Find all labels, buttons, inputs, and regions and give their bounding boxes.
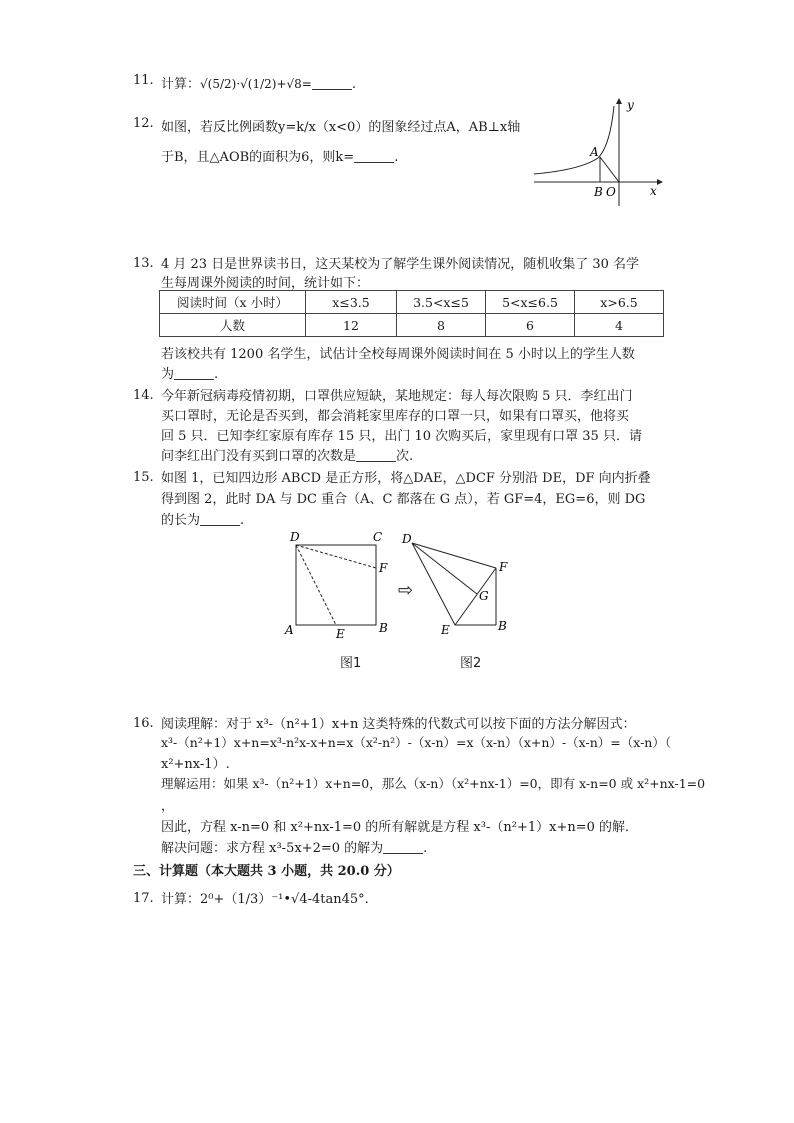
q11-expr: √(5/2)·√(1/2)+√8=	[200, 77, 312, 91]
q15-line1: 如图 1，已知四边形 ABCD 是正方形，将△DAE，△DCF 分别沿 DE，DF 向内折叠	[161, 471, 651, 486]
table-row	[160, 314, 664, 337]
q16-line3: x²+nx-1）.	[161, 757, 230, 772]
q12-graph	[530, 96, 670, 211]
fig1-label-B: B	[379, 621, 388, 635]
q13-line4	[161, 363, 218, 382]
fig1-label-F: F	[379, 561, 388, 575]
q16-line1: 阅读理解：对于 x³-（n²+1）x+n 这类特殊的代数式可以按下面的方法分解因式：	[161, 717, 636, 732]
table-cell: 8	[397, 314, 486, 337]
q11-number: 11.	[133, 73, 154, 88]
q12-blank	[354, 150, 394, 163]
q17-expr: 2⁰+（1/3）⁻¹•√4-4tan45°.	[200, 892, 369, 907]
q16-line4: 理解运用：如果 x³-（n²+1）x+n=0，那么（x-n）（x²+nx-1）=0，即有 x-n=0 或 x²+nx-1=0	[161, 776, 706, 791]
fold-line-DF	[296, 545, 376, 568]
fig2-label-G: G	[479, 589, 489, 603]
q15-blank	[200, 513, 240, 526]
table-cell: 6	[486, 314, 575, 337]
segment-AO	[600, 157, 619, 182]
fig2-label-B: B	[498, 619, 507, 633]
q14-number: 14.	[133, 388, 154, 403]
fig2-label-E: E	[441, 623, 450, 637]
fig1-label-A: A	[285, 623, 294, 637]
q16-line6: 因此，方程 x-n=0 和 x²+nx-1=0 的所有解就是方程 x³-（n²+1）x+n=0 的解．	[161, 820, 639, 835]
q13-line3: 若该校共有 1200 名学生，试估计全校每周课外阅读时间在 5 小时以上的学生人数	[161, 347, 635, 362]
q14-line1: 今年新冠病毒疫情初期，口罩供应短缺，某地规定：每人每次限购 5 只．李红出门	[161, 389, 633, 404]
side-DE	[412, 543, 455, 625]
table-cell: 人数	[160, 314, 306, 337]
q15-line2: 得到图 2，此时 DA 与 DC 重合（A、C 都落在 G 点），若 GF=4，EG=6，则 DG	[161, 492, 646, 507]
q11-end: .	[351, 77, 357, 92]
q15-figure-2	[398, 528, 513, 638]
q15-figure-1	[282, 528, 402, 638]
q14-line2: 买口罩时，无论是否买到，都会消耗家里库存的口罩一只，如果有口罩买，他将买	[161, 409, 630, 424]
fold-line-DE	[296, 545, 336, 625]
q13-line2: 生每周课外阅读的时间，统计如下：	[161, 276, 370, 291]
q15-line3-text: 的长为	[161, 513, 201, 528]
label-x: x	[650, 184, 657, 198]
q16-blank	[383, 841, 423, 854]
q14-blank	[356, 449, 396, 462]
q12-number: 12.	[133, 116, 154, 131]
q17-text	[161, 888, 369, 907]
q13-line1: 4 月 23 日是世界读书日，这天某校为了解学生课外阅读情况，随机收集了 30 名学	[161, 257, 640, 272]
label-A: A	[590, 145, 599, 159]
q13-end: .	[214, 367, 219, 382]
table-header-cell: x≤3.5	[306, 291, 397, 314]
caption-figure-1: 图1	[340, 656, 362, 671]
q14-line3: 回 5 只．已知李红家原有库存 15 只，出门 10 次购买后，家里现有口罩 35 只．请	[161, 429, 642, 444]
table-cell: 12	[306, 314, 397, 337]
table-header-cell: 阅读时间（x 小时）	[160, 291, 306, 314]
q16-line5: ，	[161, 799, 175, 814]
side-EF	[455, 568, 496, 625]
q12-line2	[161, 146, 398, 165]
y-axis-arrow	[616, 98, 622, 104]
fold-arrow: ⇨	[398, 580, 414, 601]
side-DF	[412, 543, 496, 568]
hyperbola-curve	[534, 106, 614, 174]
q12-end: .	[394, 150, 399, 165]
q14-line4	[161, 445, 413, 464]
q15-end: .	[240, 513, 245, 528]
reading-time-table	[159, 290, 664, 337]
label-y: y	[627, 98, 634, 112]
q11-blank	[312, 77, 352, 90]
q12-line2-text: 于B，且△AOB的面积为6，则k=	[161, 150, 355, 165]
caption-figure-2: 图2	[460, 656, 482, 671]
fig1-label-D: D	[290, 530, 300, 544]
label-B: B	[594, 185, 603, 199]
x-axis-arrow	[657, 179, 663, 185]
q13-blank	[174, 367, 214, 380]
q16-line7	[161, 837, 427, 856]
q13-number: 13.	[133, 256, 154, 271]
q13-line4-text: 为	[161, 367, 175, 382]
q16-end: .	[423, 841, 428, 856]
label-O: O	[606, 185, 616, 199]
q16-line2: x³-（n²+1）x+n=x³-n²x-x+n=x（x²-n²）-（x-n）=x（x-n）（x+n）-（x-n）=（x-n）（	[161, 735, 672, 750]
fig1-label-C: C	[373, 530, 383, 544]
fig2-label-F: F	[499, 560, 508, 574]
q14-end: 次.	[396, 449, 414, 464]
q11-text	[161, 73, 356, 92]
q16-line7-text: 解决问题：求方程 x³-5x+2=0 的解为	[161, 841, 384, 856]
q17-label: 计算：	[161, 892, 201, 907]
q14-line4-text: 问李红出门没有买到口罩的次数是	[161, 449, 357, 464]
q12-line1: 如图，若反比例函数y=k/x（x<0）的图象经过点A，AB⊥x轴	[161, 120, 521, 135]
table-header-cell: 5<x≤6.5	[486, 291, 575, 314]
fig2-label-D: D	[402, 532, 412, 546]
table-header-cell: 3.5<x≤5	[397, 291, 486, 314]
q15-number: 15.	[133, 470, 154, 485]
table-cell: 4	[575, 314, 664, 337]
table-header-cell: x>6.5	[575, 291, 664, 314]
table-header-row	[160, 291, 664, 314]
q15-line3	[161, 509, 244, 528]
q11-label: 计算：	[161, 77, 201, 92]
segment-DG	[412, 543, 477, 594]
q17-number: 17.	[133, 891, 154, 906]
fig1-label-E: E	[336, 627, 345, 638]
section-heading-calculation: 三、计算题（本大题共 3 小题，共 20.0 分）	[133, 864, 400, 879]
q16-number: 16.	[133, 716, 154, 731]
